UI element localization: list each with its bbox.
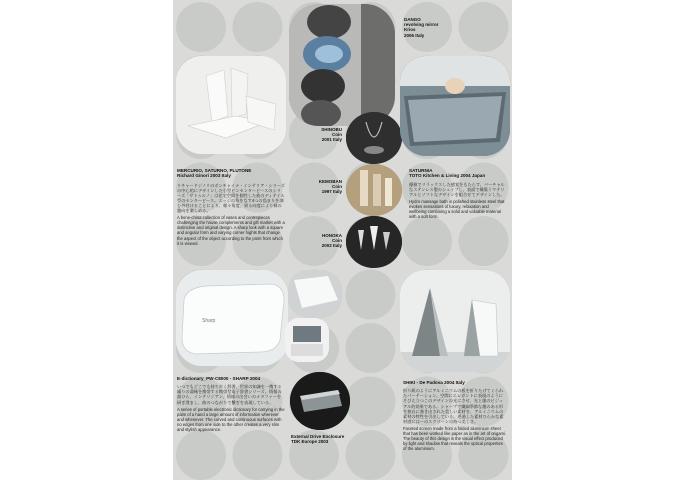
honoka-caption (290, 233, 342, 249)
pattern-circle (459, 216, 509, 266)
ediction-en: A series of portable electronic dictionary for carrying in the palm of a hand a large amount of information wherever and whenever. The curved and continuous surfaces with no edges from one side to the other creates a very slim and stylish appearance. (177, 406, 285, 433)
ediction-jp: いつでもどこでも持ち歩く辞書。世界の知識を一携する繰りの器械を携帯する携帯型電子辞書シリーズ。情報の器ひら、インテリジアン、情報の出会いのメタファーを研ぎ澄まし、曲のつながりで繋ぎを表現している。 (177, 384, 282, 405)
kemoban-maker: Coin (332, 184, 342, 190)
honoka-photo (346, 216, 402, 268)
mercurio-en: A bone-china collection of vases and centrepieces challenging the house complements and gift market with a distinctive and original design. A sharp look with a square and angular form and varying corner hights that change the aspect of the object according to the point from which it is viewed. (177, 215, 285, 246)
shinobu-maker: Coin (332, 132, 342, 138)
shinobu-year: 2001 Italy (321, 137, 342, 143)
dango-name: DANGO (404, 17, 421, 22)
ediction-open-photo (285, 318, 329, 362)
kemoban-photo (346, 164, 402, 216)
shinobu-name: SHINOBU (321, 127, 342, 132)
mercurio-maker: Richard Ginori 2003 Italy (177, 173, 231, 179)
ediction-title: E-dictionary_PW-C8000 - SHARP 2004 (177, 376, 261, 381)
honoka-maker: Coin (332, 238, 342, 244)
mercurio-title: MERCURIO, SATURNO, PLUTONE (177, 168, 252, 173)
pattern-circle (346, 270, 396, 320)
pattern-circle (346, 323, 396, 373)
tdk-title: External Drive Enclosure (291, 434, 345, 439)
shiki-title: SHIKI - De Padova 2004 Italy (403, 380, 465, 385)
mercurio-photo (176, 56, 286, 154)
pattern-circle (233, 430, 283, 480)
catalog-sheet (173, 0, 512, 480)
pattern-circle (346, 377, 396, 427)
shiki-text (403, 380, 507, 453)
glasses-image (346, 164, 402, 216)
dango-year: 2006 Italy (404, 32, 425, 38)
honoka-year: 2002 Italy (321, 243, 342, 249)
mercurio-jp: リチャードジノリのボンチャイナ・インテリア・シリーズの中心的にデザインした小型ビンセンターピースのシリーズ「サトゥルノ」は住宅空間を個性した彼のディテイル型のセンターピース。エッジの角をなす4つの島まりを調む外付けることにより、様々角度、異る向度により様の趣向を楽しめる。 (177, 182, 285, 214)
kemoban-year: 1997 Italy (321, 189, 342, 195)
dango-type: revolving mirror (404, 22, 439, 28)
pattern-circle (402, 216, 452, 266)
dictionary-device-image (176, 270, 288, 366)
device-brand-label: Sharp (202, 318, 216, 324)
saturnia-photo (400, 56, 510, 156)
mercurio-text (177, 168, 285, 248)
dango-photo (289, 4, 395, 126)
saturnia-maker: TOTO Kitchen & Living 2004 Japan (409, 173, 486, 179)
bath-image (400, 56, 510, 156)
device-detail-image (288, 270, 342, 318)
folded-screen-image (400, 270, 510, 372)
vases-image (176, 56, 286, 154)
ediction-photo (176, 270, 288, 366)
saturnia-text (409, 168, 507, 221)
pattern-circle (176, 430, 226, 480)
saturnia-en: Hydro massage bath in polished stainless steel that evokes sensations of luxury, relaxation and wellbeing combining a solid and valuable material with a soft form. (409, 198, 505, 220)
shiki-photo (400, 270, 510, 372)
saturnia-title: SATURNIA (409, 168, 433, 173)
dango-mirror-image (289, 4, 395, 126)
honoka-name: HONOKA (322, 233, 342, 238)
ediction-detail-photo (288, 270, 342, 318)
tdk-photo (290, 372, 350, 430)
kemoban-caption (290, 179, 342, 195)
glass-image (346, 112, 402, 164)
ediction-text (177, 376, 285, 434)
drive-enclosure-image (290, 372, 350, 430)
tdk-caption (291, 434, 371, 444)
pattern-circle (176, 2, 226, 52)
glass-set-image (346, 216, 402, 268)
shiki-jp: 折り紙のようにアルミニウムの板を折りたげてくられたパーテーション。空間にエレガントに表現のようにそびえ立つこのデザインの光にさせ、光と風のビジュアル的効果である。シャープで繊細季節な趣のある形を独自に強き出された美しい素材を、アルミニウムの素材の特性を引出している。透過した素材ひらかな素材感にはーのスクリーンの持つ美しさ。 (403, 388, 504, 424)
dango-maker: Krios (404, 27, 416, 33)
saturnia-jp: 優雅でリラックスした感覚をもたらす。バーチャルなステンレス製のシェイプし、表面で構築うマテリアルとソフトなデザインを組合せてデザインした。 (409, 181, 505, 197)
dango-caption (404, 17, 484, 38)
kemoban-name: KEMOBAN (318, 179, 342, 184)
shinobu-caption (290, 127, 342, 143)
shinobu-photo (346, 112, 402, 164)
tdk-maker: TDK Europe 2003 (291, 439, 329, 445)
shiki-en: Faceted screen made from a folded aluminium sheet that has been worked like paper as in the art of origami. The beauty of this design is the visual effect produced by light and shadow that reveals the optical properties of the aluminium. (403, 425, 507, 452)
device-open-image (285, 318, 329, 362)
pattern-circle (233, 2, 283, 52)
